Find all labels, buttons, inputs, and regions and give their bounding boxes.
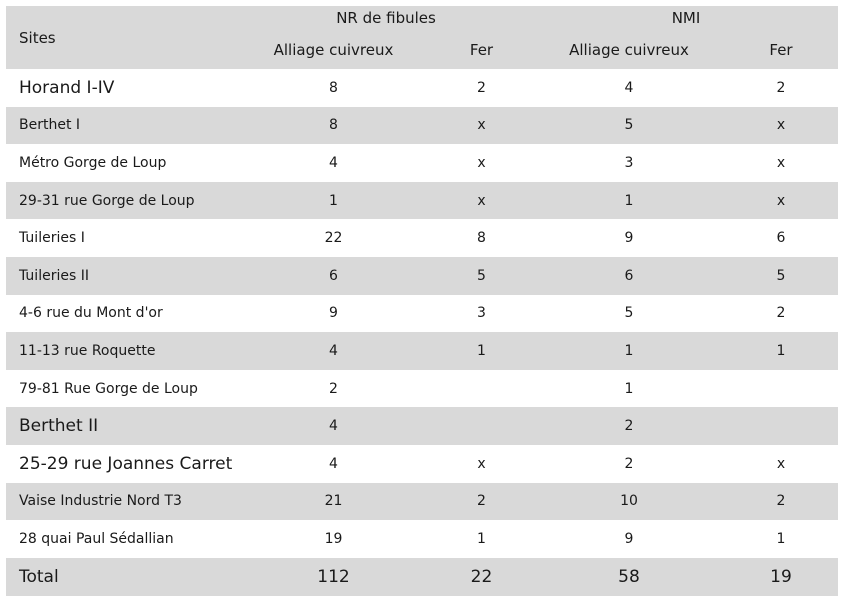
table-row [6, 219, 838, 257]
nr-alloy-value: 8 [329, 79, 338, 96]
site-name: Vaise Industrie Nord T3 [6, 483, 238, 521]
nr-iron-value: 1 [477, 530, 486, 547]
header-nr-alloy: Alliage cuivreux [273, 40, 394, 59]
nmi-alloy-value: 2 [534, 407, 724, 445]
header-sites: Sites [19, 28, 56, 47]
nr-alloy-value: 4 [238, 332, 429, 370]
total-row [6, 558, 838, 596]
total-nmi-iron: 19 [724, 558, 838, 596]
nmi-alloy-value: 5 [624, 305, 634, 322]
site-name: 11-13 rue Roquette [6, 332, 238, 370]
nr-alloy-value: 19 [324, 530, 343, 547]
site-name: Tuileries I [19, 230, 85, 247]
nr-iron-value: 2 [477, 79, 486, 96]
nmi-alloy-value: 5 [534, 107, 724, 145]
nr-alloy-value: 4 [329, 154, 338, 171]
table-row [6, 483, 838, 521]
nr-iron-value: 3 [477, 305, 486, 322]
nmi-alloy-value: 6 [534, 257, 724, 295]
nmi-iron-value: 2 [776, 305, 786, 322]
site-name: Berthet I [6, 107, 238, 145]
nmi-iron-value: 6 [776, 230, 786, 247]
header-nr-iron: Fer [469, 40, 494, 59]
table-row [6, 69, 838, 107]
nr-iron-value: 8 [477, 230, 486, 247]
nmi-alloy-value: 4 [624, 79, 634, 96]
nr-alloy-value: 4 [329, 455, 338, 472]
nr-alloy-value: 21 [238, 483, 429, 521]
header-nmi-iron: Fer [769, 40, 793, 59]
nmi-iron-value: 2 [776, 79, 786, 96]
nmi-iron-value: 5 [724, 257, 838, 295]
table-row [6, 295, 838, 333]
nmi-iron-value [724, 370, 838, 408]
site-name: 29-31 rue Gorge de Loup [6, 182, 238, 220]
site-name: Berthet II [6, 407, 238, 445]
nr-iron-value: x [477, 154, 486, 171]
nmi-alloy-value: 1 [624, 380, 634, 397]
site-name: Horand I-IV [19, 77, 115, 98]
table-row [6, 520, 838, 558]
site-name: 79-81 Rue Gorge de Loup [19, 380, 198, 397]
nmi-alloy-value: 3 [624, 154, 634, 171]
nr-iron-value: 2 [429, 483, 534, 521]
nr-iron-value [429, 370, 534, 408]
nmi-iron-value: x [776, 154, 786, 171]
nr-alloy-value: 22 [324, 230, 343, 247]
nr-iron-value [429, 407, 534, 445]
total-nr-alloy: 112 [238, 558, 429, 596]
table-row [6, 182, 838, 220]
header-group-nmi: NMI [671, 9, 701, 27]
nr-alloy-value: 1 [238, 182, 429, 220]
nmi-iron-value [724, 407, 838, 445]
nr-iron-value: x [429, 107, 534, 145]
total-nr-iron: 22 [429, 558, 534, 596]
site-name: 28 quai Paul Sédallian [19, 530, 174, 547]
nr-iron-value: 5 [429, 257, 534, 295]
nr-iron-value: x [429, 182, 534, 220]
table-row [6, 257, 838, 295]
table-row [6, 407, 838, 445]
nmi-iron-value: x [724, 107, 838, 145]
site-name: Tuileries II [6, 257, 238, 295]
nmi-iron-value: 2 [724, 483, 838, 521]
site-name: 25-29 rue Joannes Carret [19, 453, 233, 474]
nr-iron-value: x [477, 455, 486, 472]
total-nmi-alloy: 58 [534, 558, 724, 596]
table-row [6, 370, 838, 408]
nmi-iron-value: 1 [776, 530, 786, 547]
site-name: Métro Gorge de Loup [19, 154, 167, 171]
table-row [6, 445, 838, 483]
nr-alloy-value: 6 [238, 257, 429, 295]
nmi-iron-value: 1 [724, 332, 838, 370]
total-label: Total [6, 558, 238, 596]
header-nmi-alloy: Alliage cuivreux [569, 40, 689, 59]
nmi-alloy-value: 9 [624, 230, 634, 247]
nmi-alloy-value: 10 [534, 483, 724, 521]
nmi-alloy-value: 2 [624, 455, 634, 472]
nr-iron-value: 1 [429, 332, 534, 370]
table-row [6, 144, 838, 182]
nmi-iron-value: x [776, 455, 786, 472]
site-name: 4-6 rue du Mont d'or [19, 305, 163, 322]
table-row [6, 107, 838, 145]
nr-alloy-value: 9 [329, 305, 338, 322]
header-group-nr: NR de fibules [336, 9, 436, 27]
nmi-alloy-value: 9 [624, 530, 634, 547]
nmi-iron-value: x [724, 182, 838, 220]
nr-alloy-value: 4 [238, 407, 429, 445]
nr-alloy-value: 2 [329, 380, 338, 397]
nmi-alloy-value: 1 [534, 332, 724, 370]
fibulae-table [6, 6, 838, 596]
nmi-alloy-value: 1 [534, 182, 724, 220]
table-row [6, 332, 838, 370]
nr-alloy-value: 8 [238, 107, 429, 145]
